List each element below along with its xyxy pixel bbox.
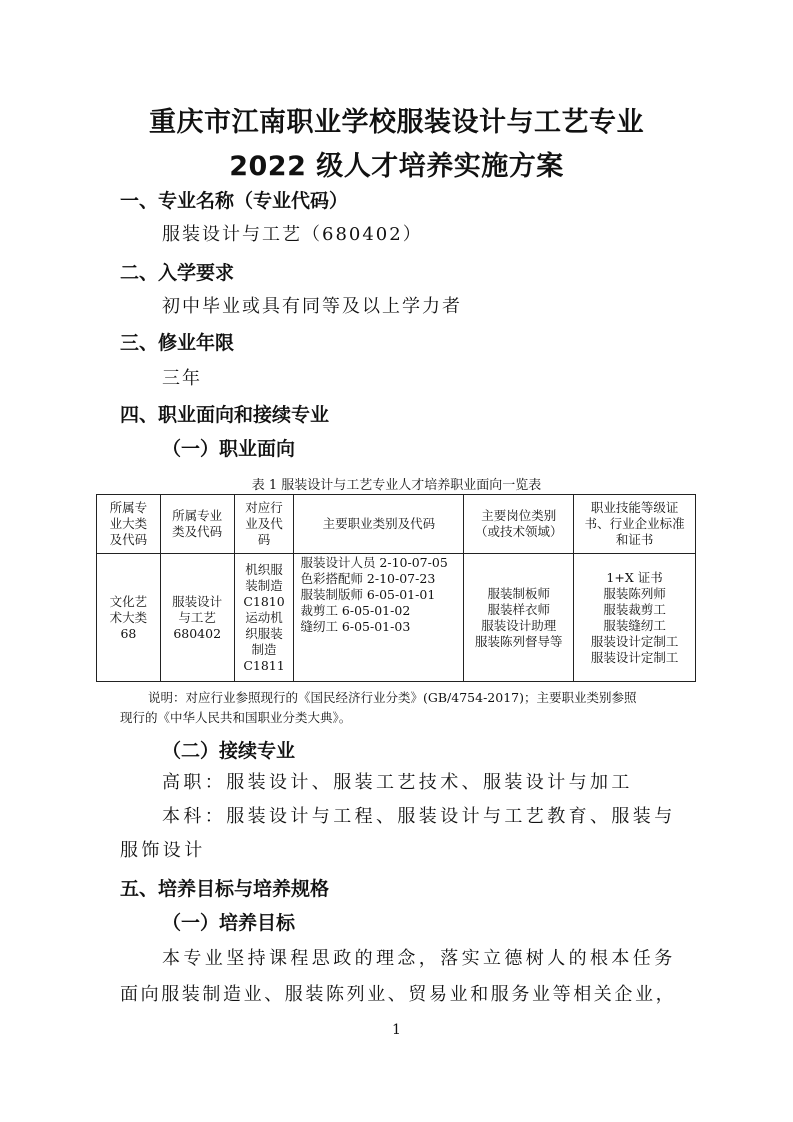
section-4-sub1-heading: （一）职业面向	[162, 438, 296, 460]
document-title-line1: 重庆市江南职业学校服装设计与工艺专业	[149, 107, 644, 138]
cell-industry: 机织服 装制造 C1810 运动机 织服装 制造 C1811	[234, 554, 294, 682]
cell-certificates: 1+X 证书 服装陈列师 服装裁剪工 服装缝纫工 服装设计定制工 服装设计定制工	[574, 554, 696, 682]
section-3-heading: 三、修业年限	[120, 332, 235, 354]
cell-occupation: 服装设计人员 2-10-07-05 色彩搭配师 2-10-07-23 服装制版师 6-05-01-01 裁剪工 6-05-01-02 缝纫工 6-05-01-03	[294, 554, 464, 682]
header-cell-certificates: 职业技能等级证 书、行业企业标准 和证书	[574, 495, 696, 554]
document-title-line2: 2022 级人才培养实施方案	[229, 151, 564, 182]
section-1-text: 服装设计与工艺（680402）	[162, 224, 423, 245]
section-5-text-line1: 本专业坚持课程思政的理念，落实立德树人的根本任务	[162, 948, 676, 969]
undergraduate-text-line1: 本科：服装设计与工程、服装设计与工艺教育、服装与	[162, 806, 676, 827]
table-note-line1: 说明：对应行业参照现行的《国民经济行业分类》(GB/4754-2017)；主要职业类别参照	[148, 690, 637, 705]
occupation-table	[96, 494, 696, 682]
section-5-sub1-heading: （一）培养目标	[162, 912, 296, 934]
section-4-heading: 四、职业面向和接续专业	[120, 404, 330, 426]
header-cell-occupation: 主要职业类别及代码	[294, 495, 464, 554]
header-cell-industry: 对应行 业及代 码	[234, 495, 294, 554]
section-2-heading: 二、入学要求	[120, 262, 235, 284]
header-cell-subcategory: 所属专业 类及代码	[160, 495, 234, 554]
cell-positions: 服装制板师 服装样衣师 服装设计助理 服装陈列督导等	[464, 554, 574, 682]
table-note-line2: 现行的《中华人民共和国职业分类大典》。	[120, 710, 352, 725]
header-cell-category: 所属专 业大类 及代码	[97, 495, 161, 554]
section-3-text: 三年	[162, 368, 202, 389]
higher-vocational-text: 高职：服装设计、服装工艺技术、服装设计与加工	[162, 772, 633, 793]
table-caption: 表 1 服装设计与工艺专业人才培养职业面向一览表	[251, 478, 542, 493]
section-4-sub2-heading: （二）接续专业	[162, 740, 296, 762]
page-number: 1	[392, 1022, 401, 1038]
header-cell-positions: 主要岗位类别 （或技术领域）	[464, 495, 574, 554]
section-2-text: 初中毕业或具有同等及以上学力者	[162, 296, 462, 317]
cell-subcategory: 服装设计 与工艺 680402	[160, 554, 234, 682]
undergraduate-text-line2: 服饰设计	[120, 840, 206, 861]
cell-category: 文化艺 术大类 68	[97, 554, 161, 682]
table-header-row	[97, 495, 696, 554]
section-1-heading: 一、专业名称（专业代码）	[120, 190, 349, 212]
section-5-heading: 五、培养目标与培养规格	[120, 878, 330, 900]
table-row	[97, 554, 696, 682]
section-5-text-line2: 面向服装制造业、服装陈列业、贸易业和服务业等相关企业，	[120, 984, 677, 1005]
